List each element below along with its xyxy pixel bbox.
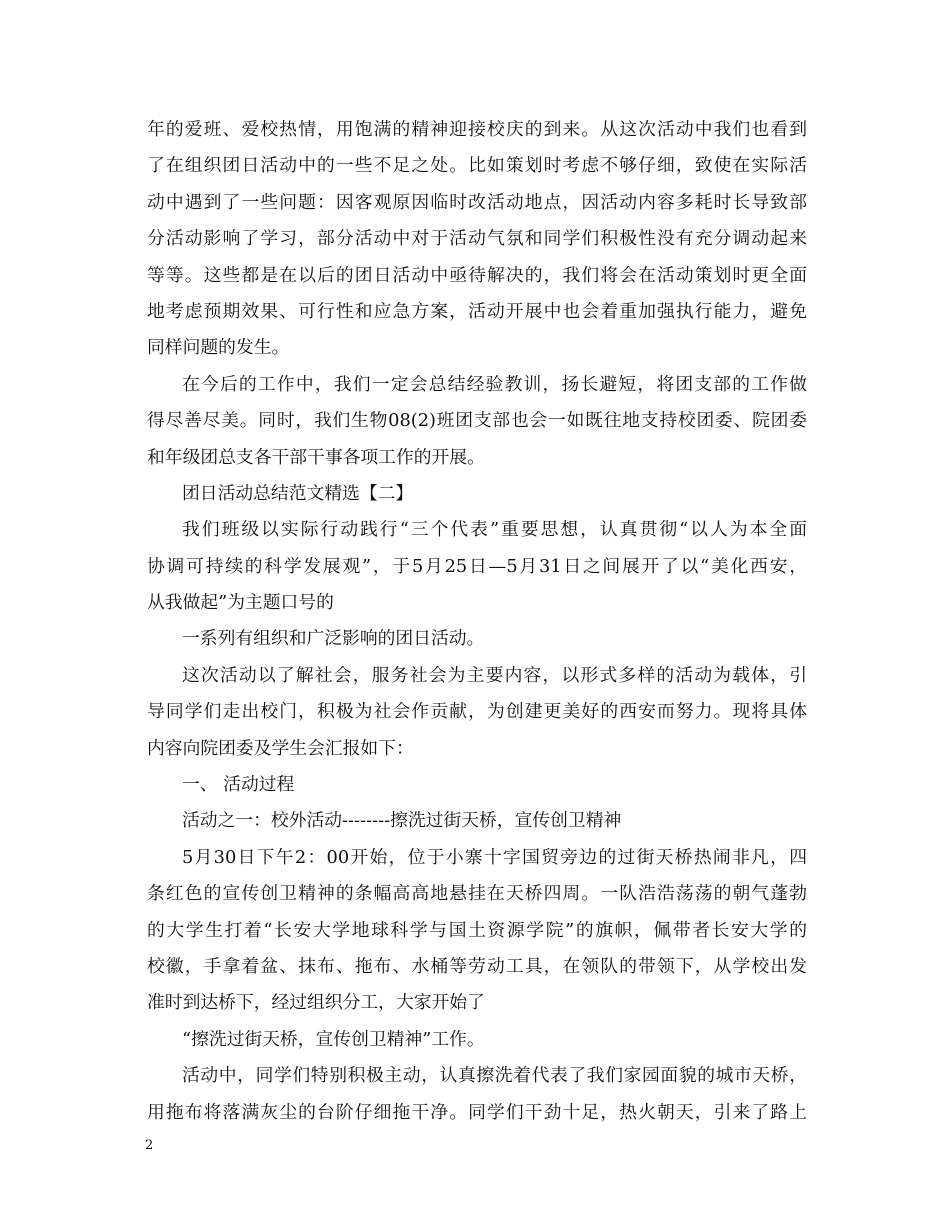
text-line: 一系列有组织和广泛影响的团日活动。 xyxy=(182,628,485,650)
text-line: 活动中，同学们特别积极主动，认真擦洗着代表了我们家园面貌的城市天桥， xyxy=(182,1065,807,1087)
text-line: 协调可持续的科学发展观”，于5月25日—5月31日之间展开了以“美化西安， xyxy=(147,555,807,577)
text-line: 和年级团总支各干部干事各项工作的开展。 xyxy=(147,446,485,468)
text-line: 从我做起”为主题口号的 xyxy=(147,592,334,614)
text-line: 动中遇到了一些问题：因客观原因临时改活动地点，因活动内容多耗时长导致部 xyxy=(147,191,807,213)
text-line: 准时到达桥下，经过组织分工，大家开始了 xyxy=(147,992,485,1014)
text-line: 5月30日下午2：00开始，位于小寨十字国贸旁边的过街天桥热闹非凡，四 xyxy=(182,846,807,868)
text-line: 导同学们走出校门，积极为社会作贡献，为创建更美好的西安而努力。现将具体 xyxy=(147,701,807,723)
text-line: 地考虑预期效果、可行性和应急方案，活动开展中也会着重加强执行能力，避免 xyxy=(147,300,807,322)
text-line: 年的爱班、爱校热情，用饱满的精神迎接校庆的到来。从这次活动中我们也看到 xyxy=(147,119,807,140)
text-line: 一、 活动过程 xyxy=(182,774,295,796)
text-line: 在今后的工作中，我们一定会总结经验教训，扬长避短，将团支部的工作做 xyxy=(182,373,807,395)
text-line: 活动之一：校外活动--------擦洗过街天桥，宣传创卫精神 xyxy=(182,810,622,832)
text-line: 得尽善尽美。同时，我们生物08(2)班团支部也会一如既往地支持校团委、院团委 xyxy=(147,410,807,432)
text-line: 团日活动总结范文精选【二】 xyxy=(182,482,414,504)
text-line: 用拖布将落满灰尘的台阶仔细拖干净。同学们干劲十足，热火朝天，引来了路上 xyxy=(147,1101,807,1123)
document-body xyxy=(147,112,807,1131)
text-line: 分活动影响了学习，部分活动中对于活动气氛和同学们积极性没有充分调动起来 xyxy=(147,228,807,250)
text-line: 条红色的宣传创卫精神的条幅高高地悬挂在天桥四周。一队浩浩荡荡的朝气蓬勃 xyxy=(147,883,807,905)
text-line: 等等。这些都是在以后的团日活动中亟待解决的，我们将会在活动策划时更全面 xyxy=(147,264,807,286)
text-line: 内容向院团委及学生会汇报如下： xyxy=(147,737,414,759)
text-line: 校徽，手拿着盆、抹布、拖布、水桶等劳动工具，在领队的带领下，从学校出发 xyxy=(147,955,807,977)
text-line: 的大学生打着“长安大学地球科学与国土资源学院”的旗帜，佩带者长安大学的 xyxy=(147,919,807,941)
text-line: 了在组织团日活动中的一些不足之处。比如策划时考虑不够仔细，致使在实际活 xyxy=(147,155,807,177)
page-number: 2 xyxy=(145,1138,154,1153)
text-line: 同样问题的发生。 xyxy=(147,337,290,359)
text-line: “擦洗过街天桥，宣传创卫精神”工作。 xyxy=(182,1028,485,1050)
text-line: 我们班级以实际行动践行“三个代表”重要思想，认真贯彻“以人为本全面 xyxy=(182,519,807,541)
text-line: 这次活动以了解社会，服务社会为主要内容，以形式多样的活动为载体，引 xyxy=(182,664,807,686)
